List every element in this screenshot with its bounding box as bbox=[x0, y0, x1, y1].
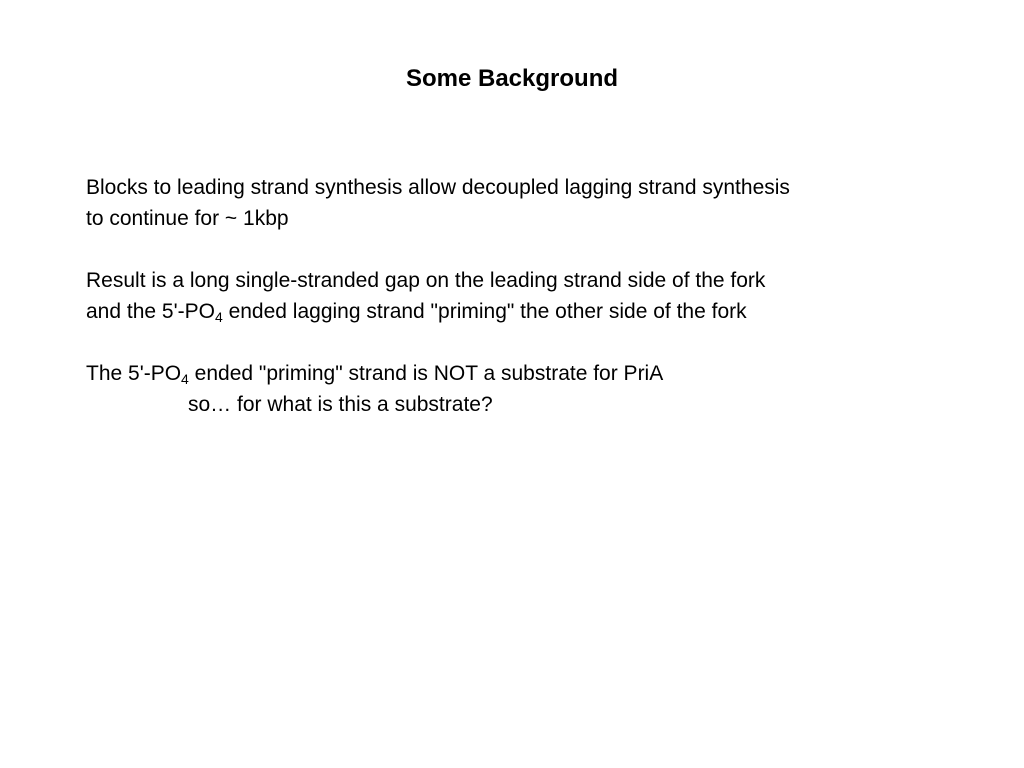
slide-body bbox=[86, 172, 986, 420]
p1-line2: to continue for ~ 1kbp bbox=[86, 207, 289, 230]
p3-line1 bbox=[86, 358, 986, 389]
p2-line2-post: ended lagging strand "priming" the other side of the fork bbox=[222, 300, 747, 323]
paragraph-single-stranded-gap bbox=[86, 265, 986, 327]
p2-line2-pre: and the 5'-PO bbox=[86, 300, 215, 323]
paragraph-blocks-leading-strand bbox=[86, 172, 986, 234]
p3-line1-subscript: 4 bbox=[181, 371, 189, 387]
p2-line2-subscript: 4 bbox=[214, 309, 223, 325]
p3-line1-pre: The 5'-PO bbox=[86, 362, 182, 385]
p2-line2 bbox=[86, 296, 986, 327]
paragraph-pria-substrate bbox=[86, 358, 986, 420]
p3-line1-post: ended "priming" strand is NOT a substrate for PriA bbox=[188, 362, 664, 385]
slide-title: Some Background bbox=[405, 65, 619, 92]
p2-line1: Result is a long single-stranded gap on the leading strand side of the fork bbox=[86, 269, 766, 292]
p3-line2: so… for what is this a substrate? bbox=[188, 393, 493, 416]
p1-line1: Blocks to leading strand synthesis allow decoupled lagging strand synthesis bbox=[86, 176, 790, 199]
